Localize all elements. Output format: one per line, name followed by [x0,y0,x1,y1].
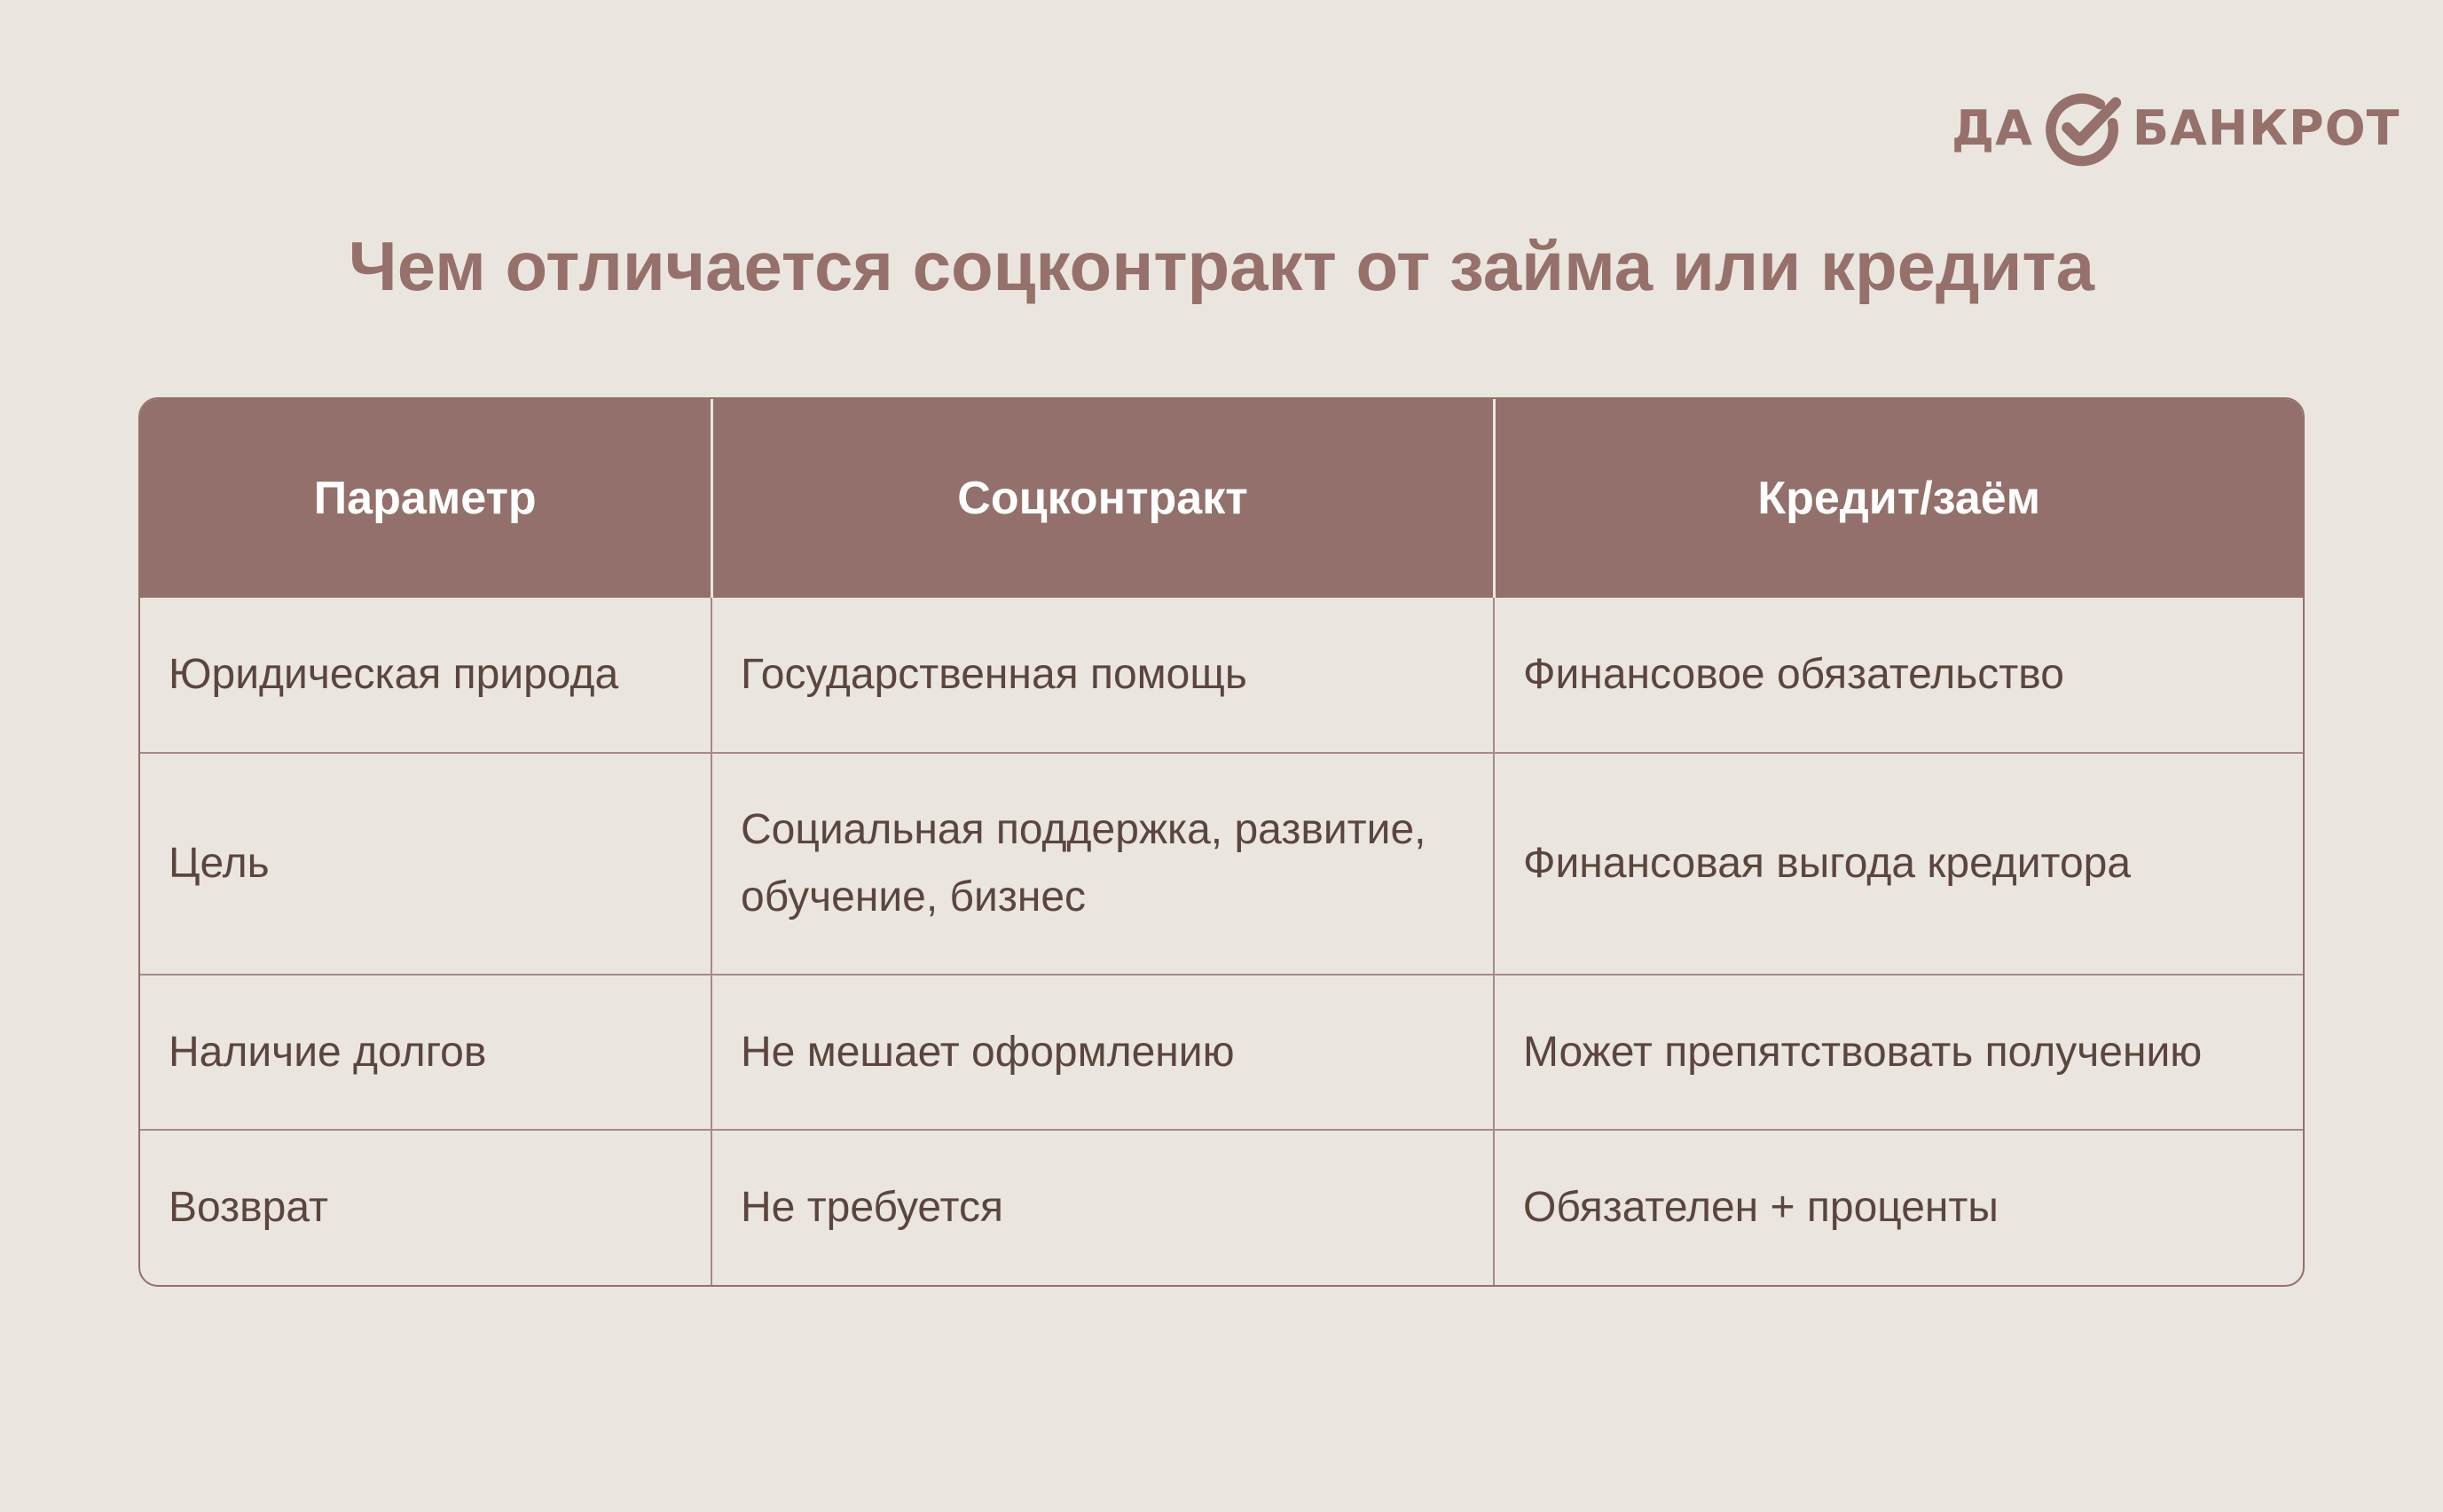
table-row [140,975,2303,1130]
table-cell: Финансовое обязательство [1494,598,2303,753]
comparison-table [138,397,2305,1287]
table-row [140,1130,2303,1285]
table-cell: Возврат [140,1130,711,1285]
header-parameter: Параметр [140,399,711,598]
table-cell: Юридическая природа [169,651,619,698]
table-cell: Государственная помощь [711,598,1494,753]
table-header-row [140,399,2303,598]
logo-text-bankrot: БАНКРОТ [2132,99,2400,156]
table-cell: Не требуется [711,1130,1494,1285]
table-cell: Цель [140,753,711,975]
table-row [140,753,2303,975]
table-cell: Социальная поддержка, развитие, обучение, бизнес [711,753,1494,975]
brand-logo [1952,85,2400,170]
header-social-contract: Соцконтракт [711,399,1494,598]
header-credit-loan: Кредит/заём [1494,399,2303,598]
logo-text-da: ДА [1952,99,2033,156]
table-cell: Обязателен + проценты [1494,1130,2303,1285]
table-row [140,598,2303,753]
checkmark-circle-icon [2044,89,2122,167]
page-title: Чем отличается соцконтракт от займа или кредита [348,227,2095,305]
table-cell: Наличие долгов [140,975,711,1130]
table-cell: Финансовая выгода кредитора [1494,753,2303,975]
table-cell: Не мешает оформлению [711,975,1494,1130]
table-cell: Может препятствовать получению [1494,975,2303,1130]
